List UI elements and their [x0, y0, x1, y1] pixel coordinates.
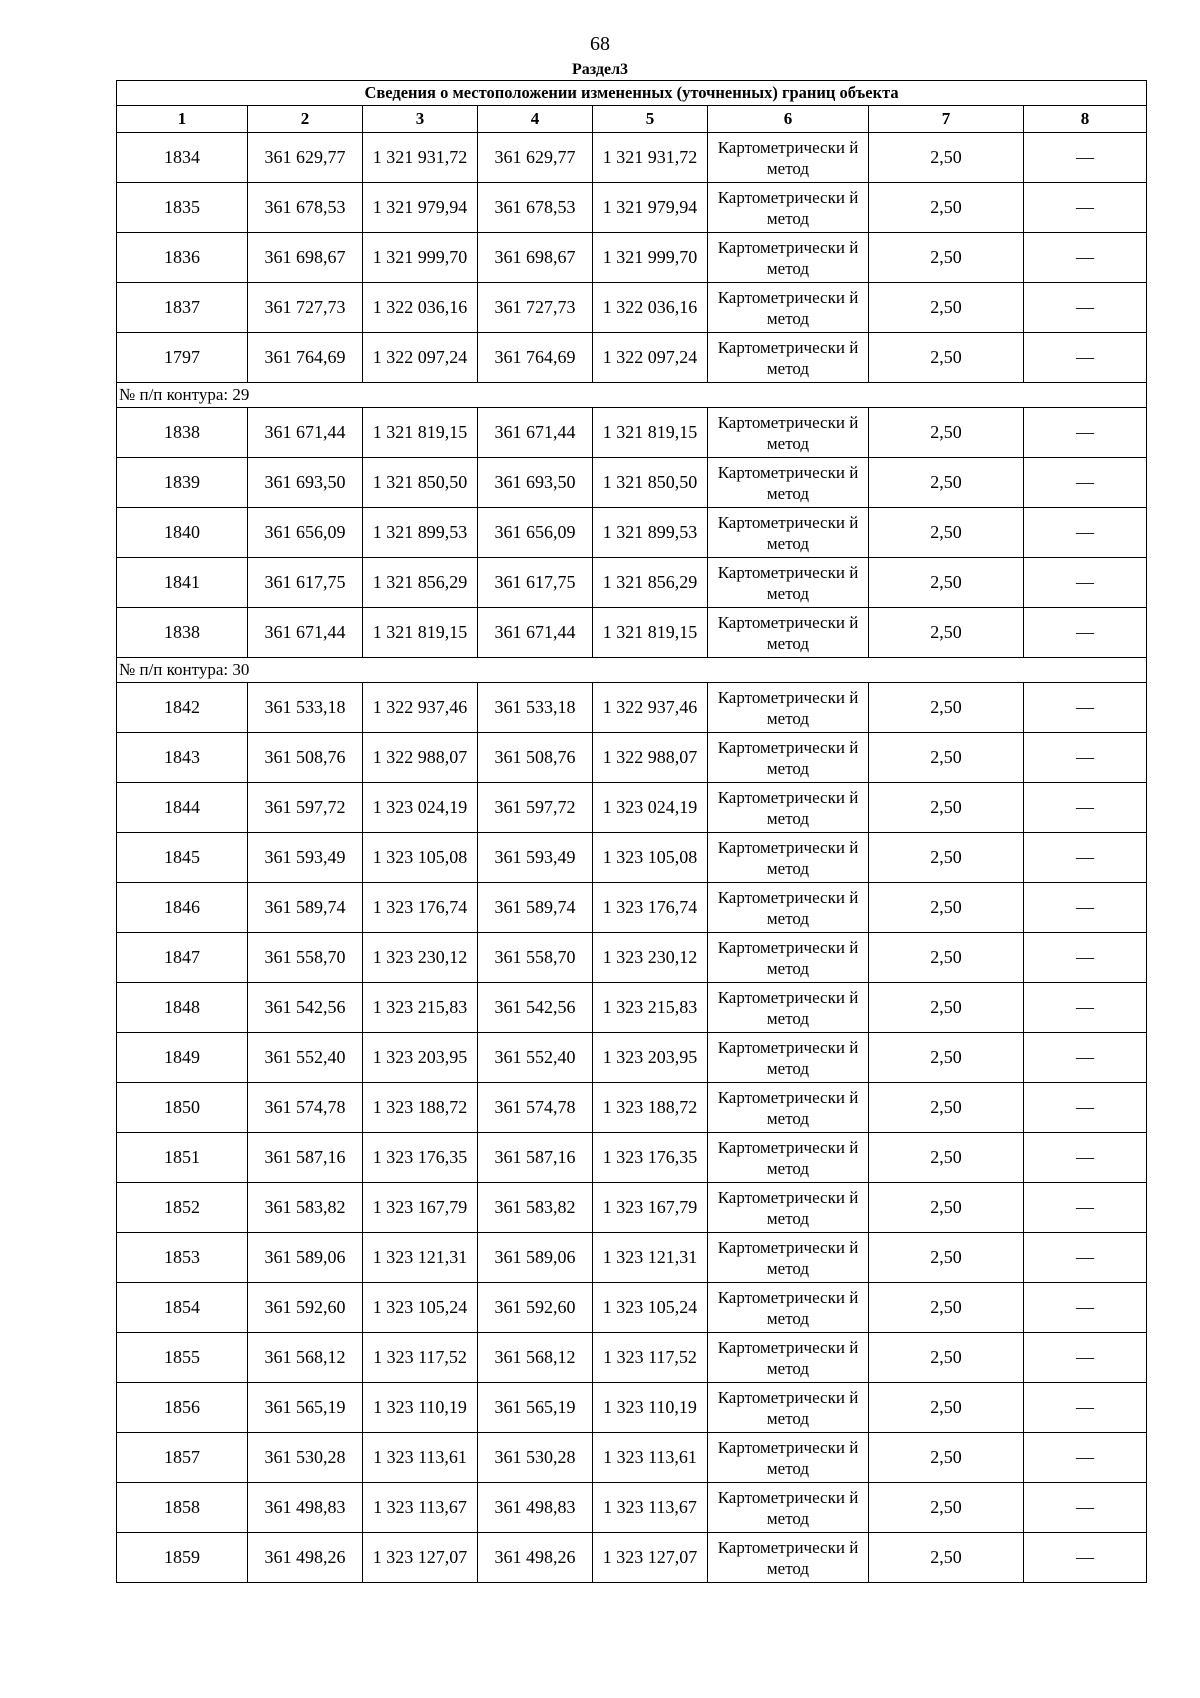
x-coordinate: 361 508,76 — [248, 733, 363, 783]
y-coordinate: 1 321 856,29 — [363, 558, 478, 608]
x-coordinate: 361 671,44 — [248, 408, 363, 458]
y-coordinate: 1 321 850,50 — [363, 458, 478, 508]
x-coordinate-new: 361 592,60 — [478, 1283, 593, 1333]
point-number: 1857 — [117, 1433, 248, 1483]
point-number: 1842 — [117, 683, 248, 733]
table-row — [117, 1433, 1147, 1483]
table-row — [117, 1483, 1147, 1533]
method-cell: Картометрически й метод — [708, 1283, 869, 1333]
precision-cell: 2,50 — [869, 183, 1024, 233]
coordinates-table — [116, 80, 1147, 1583]
method-cell: Картометрически й метод — [708, 933, 869, 983]
precision-cell: 2,50 — [869, 783, 1024, 833]
point-number: 1841 — [117, 558, 248, 608]
x-coordinate: 361 629,77 — [248, 133, 363, 183]
point-number: 1847 — [117, 933, 248, 983]
precision-cell: 2,50 — [869, 1183, 1024, 1233]
y-coordinate-new: 1 323 117,52 — [593, 1333, 708, 1383]
method-cell: Картометрически й метод — [708, 1183, 869, 1233]
table-row — [117, 1533, 1147, 1583]
precision-cell: 2,50 — [869, 233, 1024, 283]
dash-cell: — — [1024, 283, 1147, 333]
table-row — [117, 833, 1147, 883]
table-row — [117, 1133, 1147, 1183]
y-coordinate-new: 1 323 113,67 — [593, 1483, 708, 1533]
dash-cell: — — [1024, 733, 1147, 783]
x-coordinate-new: 361 498,26 — [478, 1533, 593, 1583]
y-coordinate-new: 1 323 127,07 — [593, 1533, 708, 1583]
point-number: 1843 — [117, 733, 248, 783]
x-coordinate: 361 587,16 — [248, 1133, 363, 1183]
y-coordinate-new: 1 322 097,24 — [593, 333, 708, 383]
method-cell: Картометрически й метод — [708, 1533, 869, 1583]
y-coordinate-new: 1 323 113,61 — [593, 1433, 708, 1483]
contour-label: № п/п контура: 30 — [117, 658, 1147, 683]
x-coordinate-new: 361 574,78 — [478, 1083, 593, 1133]
y-coordinate: 1 322 988,07 — [363, 733, 478, 783]
y-coordinate-new: 1 323 230,12 — [593, 933, 708, 983]
point-number: 1845 — [117, 833, 248, 883]
precision-cell: 2,50 — [869, 333, 1024, 383]
dash-cell: — — [1024, 1283, 1147, 1333]
table-row — [117, 883, 1147, 933]
table-row — [117, 233, 1147, 283]
x-coordinate-new: 361 589,74 — [478, 883, 593, 933]
y-coordinate-new: 1 323 215,83 — [593, 983, 708, 1033]
method-cell: Картометрически й метод — [708, 283, 869, 333]
point-number: 1853 — [117, 1233, 248, 1283]
dash-cell: — — [1024, 1233, 1147, 1283]
y-coordinate: 1 321 819,15 — [363, 408, 478, 458]
dash-cell: — — [1024, 558, 1147, 608]
table-row — [117, 783, 1147, 833]
method-cell: Картометрически й метод — [708, 608, 869, 658]
x-coordinate: 361 656,09 — [248, 508, 363, 558]
x-coordinate: 361 558,70 — [248, 933, 363, 983]
point-number: 1797 — [117, 333, 248, 383]
dash-cell: — — [1024, 983, 1147, 1033]
y-coordinate: 1 323 215,83 — [363, 983, 478, 1033]
y-coordinate: 1 323 113,61 — [363, 1433, 478, 1483]
y-coordinate: 1 323 176,35 — [363, 1133, 478, 1183]
x-coordinate-new: 361 508,76 — [478, 733, 593, 783]
y-coordinate: 1 322 097,24 — [363, 333, 478, 383]
page-number: 68 — [590, 33, 610, 55]
x-coordinate: 361 727,73 — [248, 283, 363, 333]
x-coordinate-new: 361 552,40 — [478, 1033, 593, 1083]
precision-cell: 2,50 — [869, 458, 1024, 508]
dash-cell: — — [1024, 133, 1147, 183]
y-coordinate: 1 323 167,79 — [363, 1183, 478, 1233]
table-row — [117, 983, 1147, 1033]
table-row — [117, 1383, 1147, 1433]
dash-cell: — — [1024, 233, 1147, 283]
x-coordinate-new: 361 678,53 — [478, 183, 593, 233]
y-coordinate-new: 1 323 121,31 — [593, 1233, 708, 1283]
method-cell: Картометрически й метод — [708, 183, 869, 233]
x-coordinate-new: 361 542,56 — [478, 983, 593, 1033]
dash-cell: — — [1024, 1483, 1147, 1533]
x-coordinate: 361 574,78 — [248, 1083, 363, 1133]
y-coordinate-new: 1 321 999,70 — [593, 233, 708, 283]
column-header: 2 — [248, 106, 363, 133]
point-number: 1848 — [117, 983, 248, 1033]
x-coordinate: 361 592,60 — [248, 1283, 363, 1333]
precision-cell: 2,50 — [869, 1433, 1024, 1483]
method-cell: Картометрически й метод — [708, 558, 869, 608]
dash-cell: — — [1024, 1133, 1147, 1183]
dash-cell: — — [1024, 608, 1147, 658]
x-coordinate: 361 530,28 — [248, 1433, 363, 1483]
y-coordinate-new: 1 321 979,94 — [593, 183, 708, 233]
y-coordinate: 1 323 024,19 — [363, 783, 478, 833]
x-coordinate: 361 764,69 — [248, 333, 363, 383]
precision-cell: 2,50 — [869, 508, 1024, 558]
precision-cell: 2,50 — [869, 833, 1024, 883]
column-header: 3 — [363, 106, 478, 133]
x-coordinate-new: 361 498,83 — [478, 1483, 593, 1533]
y-coordinate-new: 1 321 899,53 — [593, 508, 708, 558]
method-cell: Картометрически й метод — [708, 508, 869, 558]
precision-cell: 2,50 — [869, 1383, 1024, 1433]
precision-cell: 2,50 — [869, 1333, 1024, 1383]
table-row — [117, 133, 1147, 183]
section-title: Раздел3 — [571, 61, 629, 78]
table-row — [117, 1083, 1147, 1133]
point-number: 1846 — [117, 883, 248, 933]
point-number: 1834 — [117, 133, 248, 183]
method-cell: Картометрически й метод — [708, 683, 869, 733]
y-coordinate-new: 1 322 988,07 — [593, 733, 708, 783]
method-cell: Картометрически й метод — [708, 883, 869, 933]
method-cell: Картометрически й метод — [708, 1133, 869, 1183]
y-coordinate: 1 323 105,08 — [363, 833, 478, 883]
precision-cell: 2,50 — [869, 1283, 1024, 1333]
x-coordinate: 361 593,49 — [248, 833, 363, 883]
method-cell: Картометрически й метод — [708, 1483, 869, 1533]
dash-cell: — — [1024, 883, 1147, 933]
precision-cell: 2,50 — [869, 408, 1024, 458]
x-coordinate: 361 565,19 — [248, 1383, 363, 1433]
method-cell: Картометрически й метод — [708, 983, 869, 1033]
x-coordinate-new: 361 671,44 — [478, 408, 593, 458]
method-cell: Картометрически й метод — [708, 783, 869, 833]
dash-cell: — — [1024, 1433, 1147, 1483]
x-coordinate-new: 361 617,75 — [478, 558, 593, 608]
dash-cell: — — [1024, 1033, 1147, 1083]
precision-cell: 2,50 — [869, 1483, 1024, 1533]
contour-label-row — [117, 383, 1147, 408]
point-number: 1840 — [117, 508, 248, 558]
x-coordinate-new: 361 589,06 — [478, 1233, 593, 1283]
y-coordinate-new: 1 321 856,29 — [593, 558, 708, 608]
precision-cell: 2,50 — [869, 1533, 1024, 1583]
x-coordinate-new: 361 565,19 — [478, 1383, 593, 1433]
column-header: 6 — [708, 106, 869, 133]
method-cell: Картометрически й метод — [708, 408, 869, 458]
method-cell: Картометрически й метод — [708, 458, 869, 508]
y-coordinate-new: 1 322 036,16 — [593, 283, 708, 333]
method-cell: Картометрически й метод — [708, 733, 869, 783]
x-coordinate-new: 361 587,16 — [478, 1133, 593, 1183]
method-cell: Картометрически й метод — [708, 833, 869, 883]
table-row — [117, 1333, 1147, 1383]
y-coordinate: 1 323 230,12 — [363, 933, 478, 983]
precision-cell: 2,50 — [869, 1033, 1024, 1083]
precision-cell: 2,50 — [869, 933, 1024, 983]
dash-cell: — — [1024, 1383, 1147, 1433]
y-coordinate: 1 321 819,15 — [363, 608, 478, 658]
x-coordinate-new: 361 698,67 — [478, 233, 593, 283]
contour-label: № п/п контура: 29 — [117, 383, 1147, 408]
point-number: 1850 — [117, 1083, 248, 1133]
point-number: 1856 — [117, 1383, 248, 1433]
method-cell: Картометрически й метод — [708, 1333, 869, 1383]
y-coordinate: 1 323 113,67 — [363, 1483, 478, 1533]
table-row — [117, 733, 1147, 783]
point-number: 1835 — [117, 183, 248, 233]
point-number: 1854 — [117, 1283, 248, 1333]
method-cell: Картометрически й метод — [708, 1083, 869, 1133]
precision-cell: 2,50 — [869, 608, 1024, 658]
x-coordinate: 361 589,06 — [248, 1233, 363, 1283]
table-row — [117, 508, 1147, 558]
precision-cell: 2,50 — [869, 983, 1024, 1033]
dash-cell: — — [1024, 783, 1147, 833]
x-coordinate: 361 589,74 — [248, 883, 363, 933]
dash-cell: — — [1024, 183, 1147, 233]
point-number: 1852 — [117, 1183, 248, 1233]
x-coordinate: 361 498,26 — [248, 1533, 363, 1583]
y-coordinate-new: 1 323 176,35 — [593, 1133, 708, 1183]
point-number: 1839 — [117, 458, 248, 508]
column-header: 7 — [869, 106, 1024, 133]
y-coordinate: 1 322 036,16 — [363, 283, 478, 333]
x-coordinate: 361 671,44 — [248, 608, 363, 658]
x-coordinate-new: 361 693,50 — [478, 458, 593, 508]
y-coordinate-new: 1 321 819,15 — [593, 408, 708, 458]
y-coordinate-new: 1 321 931,72 — [593, 133, 708, 183]
y-coordinate-new: 1 323 110,19 — [593, 1383, 708, 1433]
y-coordinate-new: 1 323 176,74 — [593, 883, 708, 933]
table-row — [117, 408, 1147, 458]
table-row — [117, 183, 1147, 233]
x-coordinate: 361 617,75 — [248, 558, 363, 608]
method-cell: Картометрически й метод — [708, 233, 869, 283]
dash-cell: — — [1024, 408, 1147, 458]
y-coordinate-new: 1 323 167,79 — [593, 1183, 708, 1233]
dash-cell: — — [1024, 1533, 1147, 1583]
table-caption: Сведения о местоположении измененных (уточненных) границ объекта — [117, 81, 1147, 106]
table-row — [117, 1033, 1147, 1083]
method-cell: Картометрически й метод — [708, 333, 869, 383]
x-coordinate-new: 361 629,77 — [478, 133, 593, 183]
table-row — [117, 283, 1147, 333]
y-coordinate: 1 323 203,95 — [363, 1033, 478, 1083]
precision-cell: 2,50 — [869, 283, 1024, 333]
x-coordinate-new: 361 568,12 — [478, 1333, 593, 1383]
y-coordinate: 1 323 110,19 — [363, 1383, 478, 1433]
dash-cell: — — [1024, 933, 1147, 983]
dash-cell: — — [1024, 333, 1147, 383]
x-coordinate-new: 361 671,44 — [478, 608, 593, 658]
y-coordinate-new: 1 321 819,15 — [593, 608, 708, 658]
dash-cell: — — [1024, 508, 1147, 558]
column-header: 8 — [1024, 106, 1147, 133]
dash-cell: — — [1024, 1183, 1147, 1233]
table-row — [117, 458, 1147, 508]
x-coordinate: 361 568,12 — [248, 1333, 363, 1383]
column-header: 4 — [478, 106, 593, 133]
y-coordinate-new: 1 323 203,95 — [593, 1033, 708, 1083]
y-coordinate: 1 321 999,70 — [363, 233, 478, 283]
y-coordinate: 1 323 117,52 — [363, 1333, 478, 1383]
y-coordinate-new: 1 323 105,24 — [593, 1283, 708, 1333]
precision-cell: 2,50 — [869, 133, 1024, 183]
y-coordinate: 1 323 121,31 — [363, 1233, 478, 1283]
x-coordinate-new: 361 530,28 — [478, 1433, 593, 1483]
precision-cell: 2,50 — [869, 883, 1024, 933]
precision-cell: 2,50 — [869, 1083, 1024, 1133]
table-row — [117, 683, 1147, 733]
x-coordinate: 361 542,56 — [248, 983, 363, 1033]
method-cell: Картометрически й метод — [708, 1383, 869, 1433]
precision-cell: 2,50 — [869, 683, 1024, 733]
x-coordinate: 361 693,50 — [248, 458, 363, 508]
y-coordinate: 1 323 188,72 — [363, 1083, 478, 1133]
y-coordinate-new: 1 323 105,08 — [593, 833, 708, 883]
x-coordinate: 361 552,40 — [248, 1033, 363, 1083]
x-coordinate: 361 597,72 — [248, 783, 363, 833]
point-number: 1858 — [117, 1483, 248, 1533]
precision-cell: 2,50 — [869, 733, 1024, 783]
y-coordinate: 1 321 931,72 — [363, 133, 478, 183]
y-coordinate: 1 321 979,94 — [363, 183, 478, 233]
x-coordinate-new: 361 727,73 — [478, 283, 593, 333]
point-number: 1851 — [117, 1133, 248, 1183]
x-coordinate: 361 698,67 — [248, 233, 363, 283]
column-header: 5 — [593, 106, 708, 133]
method-cell: Картометрически й метод — [708, 1433, 869, 1483]
dash-cell: — — [1024, 683, 1147, 733]
x-coordinate-new: 361 764,69 — [478, 333, 593, 383]
table-header-row — [117, 106, 1147, 133]
table-row — [117, 558, 1147, 608]
column-header: 1 — [117, 106, 248, 133]
method-cell: Картометрически й метод — [708, 133, 869, 183]
x-coordinate-new: 361 558,70 — [478, 933, 593, 983]
point-number: 1838 — [117, 608, 248, 658]
table-row — [117, 933, 1147, 983]
dash-cell: — — [1024, 833, 1147, 883]
x-coordinate: 361 678,53 — [248, 183, 363, 233]
y-coordinate-new: 1 321 850,50 — [593, 458, 708, 508]
precision-cell: 2,50 — [869, 558, 1024, 608]
y-coordinate: 1 323 176,74 — [363, 883, 478, 933]
x-coordinate-new: 361 583,82 — [478, 1183, 593, 1233]
point-number: 1837 — [117, 283, 248, 333]
point-number: 1836 — [117, 233, 248, 283]
point-number: 1844 — [117, 783, 248, 833]
point-number: 1859 — [117, 1533, 248, 1583]
contour-label-row — [117, 658, 1147, 683]
point-number: 1849 — [117, 1033, 248, 1083]
table-row — [117, 333, 1147, 383]
y-coordinate: 1 321 899,53 — [363, 508, 478, 558]
y-coordinate-new: 1 322 937,46 — [593, 683, 708, 733]
precision-cell: 2,50 — [869, 1133, 1024, 1183]
method-cell: Картометрически й метод — [708, 1033, 869, 1083]
x-coordinate-new: 361 533,18 — [478, 683, 593, 733]
x-coordinate: 361 533,18 — [248, 683, 363, 733]
table-row — [117, 1183, 1147, 1233]
x-coordinate: 361 498,83 — [248, 1483, 363, 1533]
table-row — [117, 608, 1147, 658]
y-coordinate: 1 322 937,46 — [363, 683, 478, 733]
y-coordinate: 1 323 127,07 — [363, 1533, 478, 1583]
precision-cell: 2,50 — [869, 1233, 1024, 1283]
table-caption-row — [117, 81, 1147, 106]
point-number: 1838 — [117, 408, 248, 458]
x-coordinate: 361 583,82 — [248, 1183, 363, 1233]
y-coordinate: 1 323 105,24 — [363, 1283, 478, 1333]
dash-cell: — — [1024, 458, 1147, 508]
dash-cell: — — [1024, 1333, 1147, 1383]
y-coordinate-new: 1 323 024,19 — [593, 783, 708, 833]
table-row — [117, 1233, 1147, 1283]
table-body — [117, 81, 1147, 1583]
x-coordinate-new: 361 597,72 — [478, 783, 593, 833]
table-row — [117, 1283, 1147, 1333]
point-number: 1855 — [117, 1333, 248, 1383]
method-cell: Картометрически й метод — [708, 1233, 869, 1283]
x-coordinate-new: 361 593,49 — [478, 833, 593, 883]
y-coordinate-new: 1 323 188,72 — [593, 1083, 708, 1133]
x-coordinate-new: 361 656,09 — [478, 508, 593, 558]
dash-cell: — — [1024, 1083, 1147, 1133]
